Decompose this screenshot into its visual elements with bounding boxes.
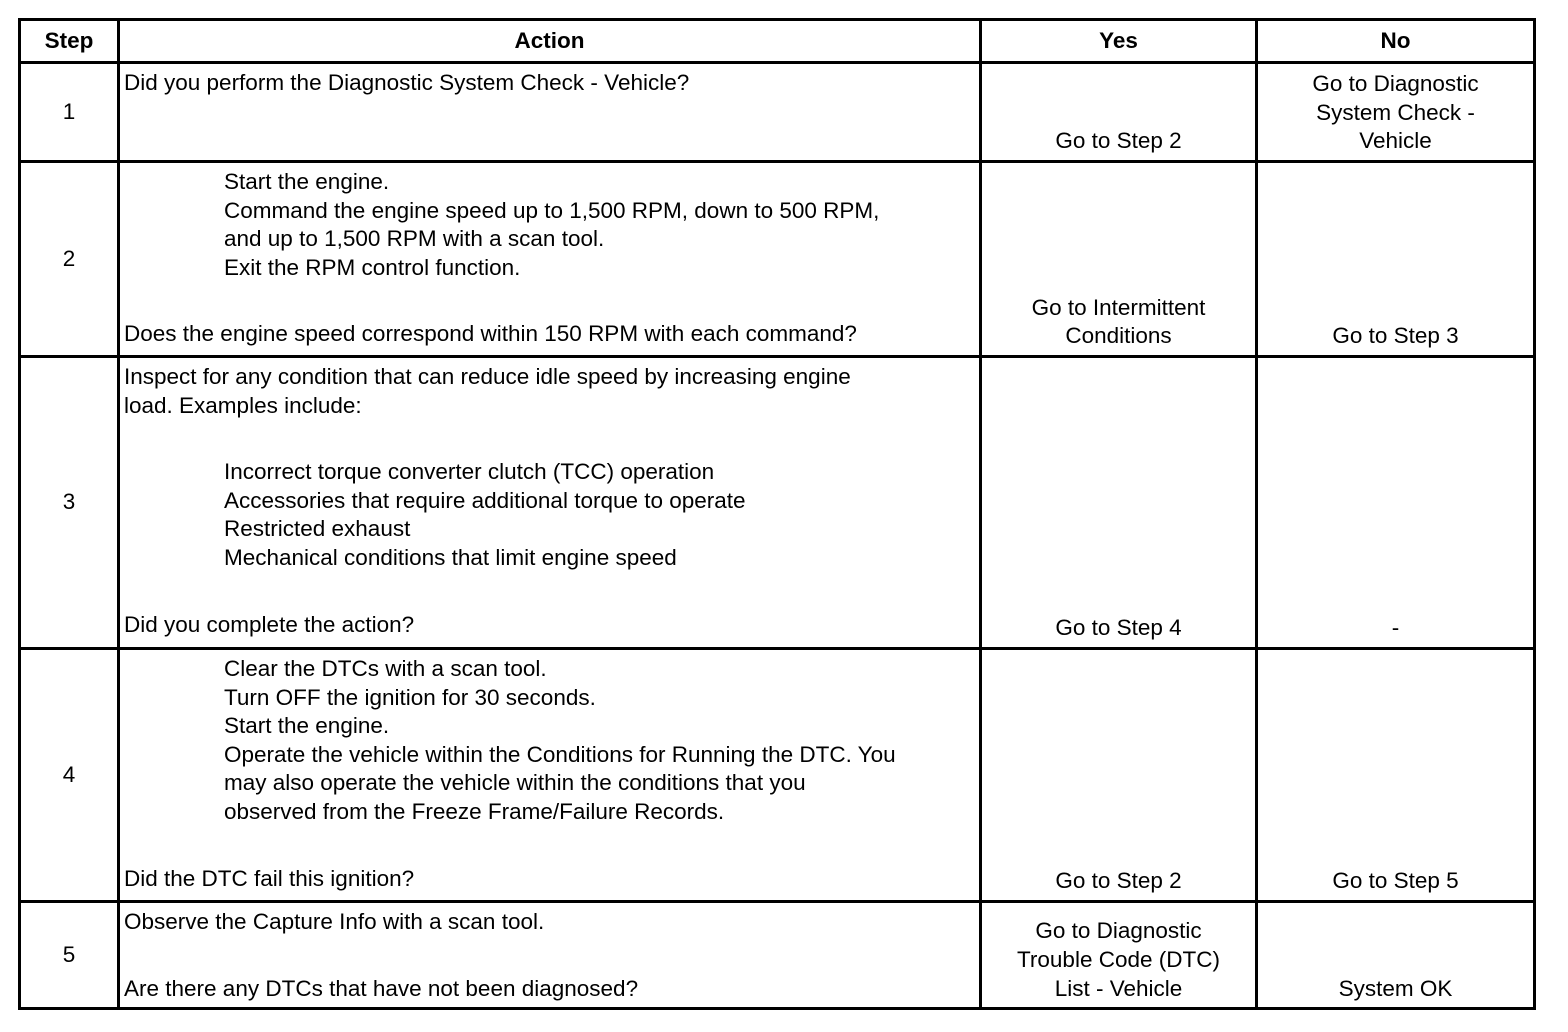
yes-cell (981, 357, 1257, 649)
action-list-item: Start the engine. (224, 713, 390, 739)
no-text: System Check - (1316, 99, 1475, 125)
header-yes: Yes (981, 20, 1257, 63)
yes-cell (981, 162, 1257, 357)
yes-text: Go to Step 2 (1055, 128, 1182, 154)
table-row (20, 357, 1535, 649)
no-text: Vehicle (1359, 128, 1432, 154)
action-list-item: and up to 1,500 RPM with a scan tool. (224, 226, 605, 252)
action-question: Are there any DTCs that have not been diagnosed? (124, 975, 639, 1001)
step-number: 2 (20, 162, 119, 357)
action-cell (119, 162, 981, 357)
action-question: Did the DTC fail this ignition? (124, 865, 415, 891)
action-text: load. Examples include: (124, 392, 362, 418)
step-number: 3 (20, 357, 119, 649)
action-cell (119, 902, 981, 1009)
table-row (20, 162, 1535, 357)
action-text: Observe the Capture Info with a scan tool. (124, 909, 545, 934)
action-cell (119, 357, 981, 649)
action-list-item: Command the engine speed up to 1,500 RPM, down to 500 RPM, (224, 197, 880, 223)
action-list-item: may also operate the vehicle within the conditions that you (224, 770, 806, 796)
header-action: Action (119, 20, 981, 63)
action-list-item: Turn OFF the ignition for 30 seconds. (224, 684, 596, 710)
diagnostic-table (18, 18, 1536, 1010)
action-question: Does the engine speed correspond within 150 RPM with each command? (124, 321, 857, 347)
yes-text: Conditions (1065, 323, 1172, 349)
action-list-item: Incorrect torque converter clutch (TCC) operation (224, 459, 715, 485)
step-number: 1 (20, 63, 119, 162)
no-text: System OK (1338, 975, 1453, 1001)
header-step: Step (20, 20, 119, 63)
action-list-item: Start the engine. (224, 169, 390, 194)
no-cell (1257, 649, 1535, 902)
yes-text: List - Vehicle (1054, 975, 1183, 1001)
action-list-item: Exit the RPM control function. (224, 254, 521, 280)
action-cell (119, 649, 981, 902)
yes-text: Go to Step 4 (1055, 615, 1182, 641)
yes-cell (981, 902, 1257, 1009)
action-question: Did you complete the action? (124, 611, 415, 637)
action-list-item: observed from the Freeze Frame/Failure Records. (224, 798, 725, 824)
action-cell (119, 63, 981, 162)
no-cell (1257, 63, 1535, 162)
no-text: Go to Step 3 (1332, 323, 1459, 349)
no-text: - (1391, 615, 1400, 641)
no-text: Go to Diagnostic (1312, 71, 1479, 97)
yes-text: Go to Step 2 (1055, 868, 1182, 894)
no-text: Go to Step 5 (1332, 868, 1459, 894)
yes-text: Go to Intermittent (1031, 294, 1206, 320)
action-list-item: Mechanical conditions that limit engine speed (224, 544, 677, 570)
header-no: No (1257, 20, 1535, 63)
action-text: Inspect for any condition that can reduce idle speed by increasing engine (124, 364, 851, 389)
action-list-item: Clear the DTCs with a scan tool. (224, 656, 547, 681)
yes-text: Trouble Code (DTC) (1017, 947, 1220, 972)
action-list-item: Operate the vehicle within the Conditions for Running the DTC. You (224, 741, 896, 767)
table-row (20, 63, 1535, 162)
step-number: 5 (20, 902, 119, 1009)
yes-cell (981, 63, 1257, 162)
table-row (20, 649, 1535, 902)
no-cell (1257, 357, 1535, 649)
no-cell (1257, 162, 1535, 357)
action-text: Did you perform the Diagnostic System Check - Vehicle? (124, 70, 690, 95)
yes-cell (981, 649, 1257, 902)
header-row (20, 20, 1535, 63)
yes-text: Go to Diagnostic (1035, 918, 1202, 944)
action-list-item: Restricted exhaust (224, 516, 411, 542)
action-list-item: Accessories that require additional torque to operate (224, 487, 746, 513)
step-number: 4 (20, 649, 119, 902)
no-cell (1257, 902, 1535, 1009)
table-row (20, 902, 1535, 1009)
